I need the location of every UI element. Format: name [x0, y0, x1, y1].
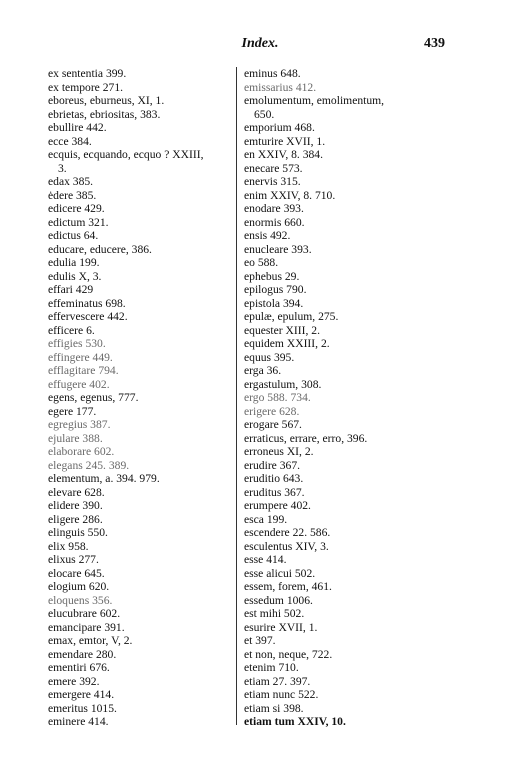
- index-entry: effingere 449.: [48, 350, 113, 364]
- index-entry: elogium 620.: [48, 580, 110, 593]
- index-entry: emere 392.: [48, 674, 100, 688]
- index-entry: escendere 22. 586.: [244, 526, 331, 539]
- index-entry: erigere 628.: [244, 404, 300, 418]
- index-entry: edictum 321.: [48, 215, 109, 229]
- index-entry: ergo 588. 734.: [244, 391, 311, 404]
- index-entry: emissarius 412.: [244, 80, 317, 94]
- index-entry: elementum, a. 394. 979.: [48, 472, 160, 485]
- index-entry: emendare 280.: [48, 647, 117, 661]
- index-entry: erga 36.: [244, 364, 282, 377]
- index-entry: ex tempore 271.: [48, 80, 124, 94]
- index-entry: ecquis, ecquando, ecquo ? XXIII,: [48, 148, 204, 161]
- index-entry: ebullire 442.: [48, 121, 107, 134]
- index-entry: emancipare 391.: [48, 620, 125, 634]
- index-entry: efficere 6.: [48, 323, 95, 337]
- index-entry: effari 429: [48, 283, 94, 296]
- index-column-right: [244, 67, 444, 729]
- index-entry: etiam nunc 522.: [244, 688, 319, 701]
- index-entry: esculentus XIV, 3.: [244, 539, 329, 553]
- index-entry: essedum 1006.: [244, 593, 313, 607]
- index-entry: ementiri 676.: [48, 661, 110, 674]
- index-entry: eloquens 356.: [48, 593, 113, 607]
- index-entry: eligere 286.: [48, 512, 103, 526]
- index-entry: et non, neque, 722.: [244, 647, 333, 661]
- index-entry: effervescere 442.: [48, 310, 128, 323]
- index-entry: ejulare 388.: [48, 431, 103, 445]
- index-entry: etenim 710.: [244, 661, 299, 674]
- index-entry: esca 199.: [244, 512, 288, 526]
- index-entry: esse 414.: [244, 553, 287, 566]
- index-entry: effigies 530.: [48, 337, 106, 350]
- index-entry: etiam tum XXIV, 10.: [244, 715, 346, 728]
- index-entry: equus 395.: [244, 350, 295, 364]
- index-entry: equester XIII, 2.: [244, 323, 320, 337]
- index-entry: eboreus, eburneus, XI, 1.: [48, 94, 165, 107]
- index-entry: elidere 390.: [48, 499, 103, 512]
- index-entry: erogare 567.: [244, 418, 302, 431]
- index-entry: ergastulum, 308.: [244, 377, 322, 391]
- index-entry: edax 385.: [48, 175, 94, 188]
- index-entry: emergere 414.: [48, 688, 115, 701]
- index-entry: egregius 387.: [48, 418, 111, 431]
- column-divider: [236, 67, 237, 725]
- index-entry: elevare 628.: [48, 485, 105, 499]
- index-entry: ephebus 29.: [244, 269, 300, 283]
- index-entry: est mihi 502.: [244, 607, 305, 620]
- index-entry: elegans 245. 389.: [48, 458, 130, 472]
- index-entry: esurire XVII, 1.: [244, 620, 318, 634]
- index-entry: enim XXIV, 8. 710.: [244, 188, 336, 202]
- index-entry: 650.: [254, 107, 275, 121]
- index-entry: enecare 573.: [244, 161, 303, 175]
- index-entry: eminus 648.: [244, 67, 301, 80]
- index-entry: etiam 27. 397.: [244, 674, 311, 688]
- index-entry: ensis 492.: [244, 229, 291, 242]
- index-entry: 3.: [58, 161, 67, 175]
- index-entry: eruditus 367.: [244, 485, 305, 499]
- index-entry: ex sententia 399.: [48, 67, 127, 80]
- index-entry: edulia 199.: [48, 256, 100, 269]
- index-entry: efflagitare 794.: [48, 364, 119, 377]
- index-entry: emporium 468.: [244, 121, 315, 134]
- index-entry: effugere 402.: [48, 377, 110, 391]
- index-entry: elaborare 602.: [48, 445, 115, 458]
- index-entry: epulæ, epulum, 275.: [244, 310, 339, 323]
- index-entry: elix 958.: [48, 539, 89, 553]
- index-entry: effeminatus 698.: [48, 296, 126, 310]
- index-entry: ėdere 385.: [48, 188, 97, 202]
- index-entry: erudire 367.: [244, 458, 301, 472]
- index-entry: equidem XXIII, 2.: [244, 337, 330, 350]
- index-entry: enodare 393.: [244, 202, 304, 215]
- index-entry: emturire XVII, 1.: [244, 134, 326, 148]
- index-entry: erraticus, errare, erro, 396.: [244, 431, 368, 445]
- index-entry: emax, emtor, V, 2.: [48, 634, 133, 647]
- index-entry: ebrietas, ebriositas, 383.: [48, 107, 161, 121]
- index-entry: etiam si 398.: [244, 701, 304, 715]
- index-column-left: [48, 67, 234, 729]
- index-entry: educare, educere, 386.: [48, 242, 152, 256]
- index-entry: egere 177.: [48, 404, 97, 418]
- index-entry: elinguis 550.: [48, 526, 108, 539]
- index-entry: elixus 277.: [48, 553, 99, 566]
- index-entry: edicere 429.: [48, 202, 105, 215]
- index-entry: enormis 660.: [244, 215, 305, 229]
- index-entry: elocare 645.: [48, 566, 105, 580]
- index-entry: erroneus XI, 2.: [244, 445, 314, 458]
- index-entry: elucubrare 602.: [48, 607, 121, 620]
- index-entry: emolumentum, emolimentum,: [244, 94, 385, 107]
- index-entry: epistola 394.: [244, 296, 304, 310]
- index-entry: egens, egenus, 777.: [48, 391, 139, 404]
- index-entry: esse alicui 502.: [244, 566, 316, 580]
- index-entry: et 397.: [244, 634, 276, 647]
- index-entry: eruditio 643.: [244, 472, 304, 485]
- index-entry: enervis 315.: [244, 175, 301, 188]
- index-entry: erumpere 402.: [244, 499, 311, 512]
- index-entry: emeritus 1015.: [48, 701, 117, 715]
- index-entry: edictus 64.: [48, 229, 99, 242]
- index-entry: eo 588.: [244, 256, 279, 269]
- index-entry: ecce 384.: [48, 134, 92, 148]
- index-entry: essem, forem, 461.: [244, 580, 332, 593]
- page-number: 439: [424, 36, 445, 51]
- index-entry: epilogus 790.: [244, 283, 307, 296]
- page-header-title: Index.: [241, 36, 279, 51]
- index-entry: en XXIV, 8. 384.: [244, 148, 324, 161]
- index-entry: enucleare 393.: [244, 242, 312, 256]
- index-entry: eminere 414.: [48, 715, 109, 728]
- index-entry: edulis X, 3.: [48, 269, 102, 283]
